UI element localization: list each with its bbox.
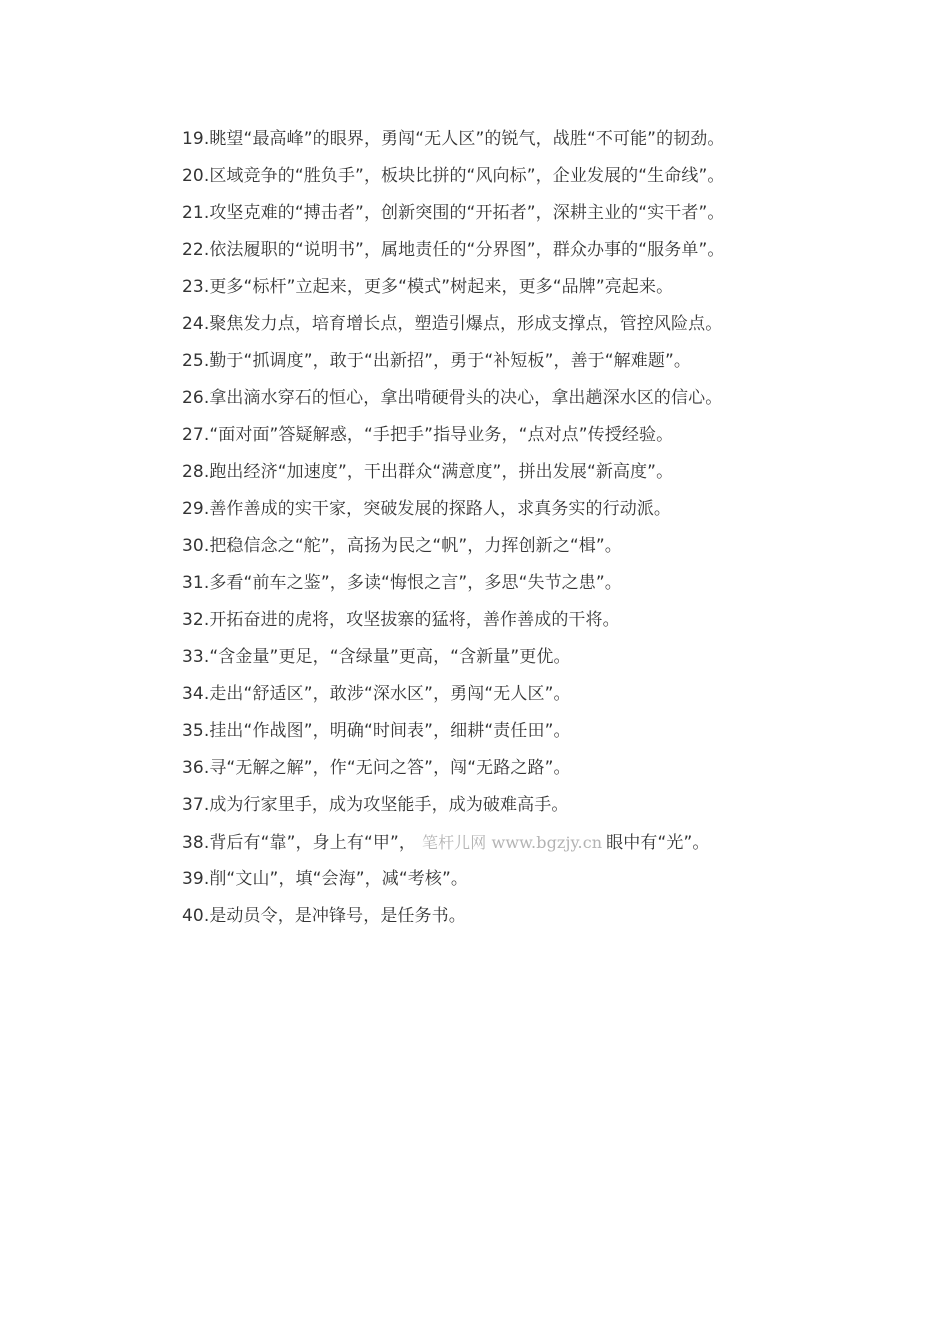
list-item: 25.勤于“抓调度”，敢于“出新招”，勇于“补短板”，善于“解难题”。	[182, 351, 691, 371]
list-item: 30.把稳信念之“舵”，高扬为民之“帆”，力挥创新之“楫”。	[182, 536, 622, 556]
list-item: 37.成为行家里手，成为攻坚能手，成为破难高手。	[182, 795, 569, 815]
list-item: 20.区域竞争的“胜负手”，板块比拼的“风向标”，企业发展的“生命线”。	[182, 166, 725, 186]
list-item: 29.善作善成的实干家，突破发展的探路人，求真务实的行动派。	[182, 499, 672, 519]
line-38-end: 眼中有“光”。	[606, 833, 710, 853]
list-item: 35.挂出“作战图”，明确“时间表”，细耕“责任田”。	[182, 721, 571, 741]
list-item: 40.是动员令，是冲锋号，是任务书。	[182, 906, 466, 926]
list-item: 21.攻坚克难的“搏击者”，创新突围的“开拓者”，深耕主业的“实干者”。	[182, 203, 725, 223]
list-item: 32.开拓奋进的虎将，攻坚拔寨的猛将，善作善成的干将。	[182, 610, 620, 630]
list-item: 39.削“文山”，填“会海”，减“考核”。	[182, 869, 468, 889]
slogan-list	[182, 121, 922, 935]
list-item: 34.走出“舒适区”，敢涉“深水区”，勇闯“无人区”。	[182, 684, 571, 704]
list-item: 28.跑出经济“加速度”，干出群众“满意度”，拼出发展“新高度”。	[182, 462, 674, 482]
watermark-text: 笔杆儿网 www.bgzjy.cn	[421, 833, 603, 852]
list-item: 19.眺望“最高峰”的眼界，勇闯“无人区”的锐气，战胜“不可能”的韧劲。	[182, 129, 725, 149]
list-item: 26.拿出滴水穿石的恒心，拿出啃硬骨头的决心，拿出趟深水区的信心。	[182, 388, 723, 408]
list-item: 24.聚焦发力点，培育增长点，塑造引爆点，形成支撑点，管控风险点。	[182, 314, 723, 334]
list-item: 23.更多“标杆”立起来，更多“模式”树起来，更多“品牌”亮起来。	[182, 277, 674, 297]
list-item: 22.依法履职的“说明书”，属地责任的“分界图”，群众办事的“服务单”。	[182, 240, 725, 260]
list-item: 27.“面对面”答疑解惑，“手把手”指导业务，“点对点”传授经验。	[182, 425, 674, 445]
list-item: 33.“含金量”更足，“含绿量”更高，“含新量”更优。	[182, 647, 571, 667]
line-38-start: 38.背后有“靠”，身上有“甲”，	[182, 833, 416, 853]
list-item-38	[182, 824, 922, 861]
list-item: 36.寻“无解之解”，作“无问之答”，闯“无路之路”。	[182, 758, 571, 778]
list-item: 31.多看“前车之鉴”，多读“悔恨之言”，多思“失节之患”。	[182, 573, 622, 593]
